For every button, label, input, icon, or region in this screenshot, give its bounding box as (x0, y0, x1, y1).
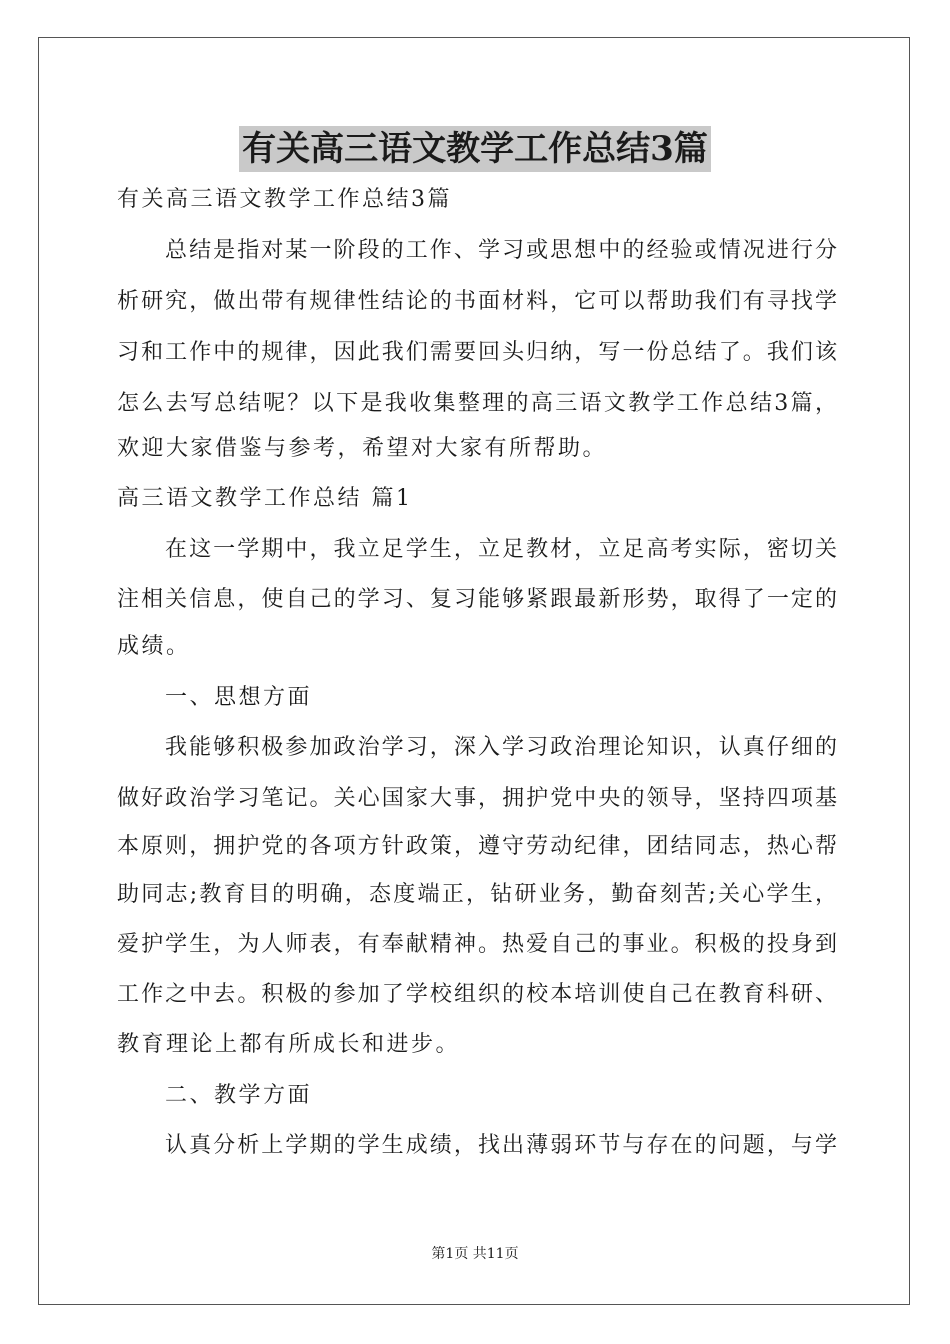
subsection-heading: 一、思想方面 (165, 685, 313, 710)
paragraph-line: 爱护学生，为人师表，有奉献精神。热爱自己的事业。积极的投身到 (117, 932, 837, 957)
section-heading: 高三语文教学工作总结 篇1 (117, 486, 413, 511)
subtitle-line: 有关高三语文教学工作总结3篇 (117, 187, 452, 212)
paragraph-line: 析研究，做出带有规律性结论的书面材料，它可以帮助我们有寻找学 (117, 289, 837, 314)
paragraph-line: 助同志;教育目的明确，态度端正，钻研业务，勤奋刻苦;关心学生， (117, 882, 837, 907)
document-title-text: 有关高三语文教学工作总结3篇 (239, 126, 711, 172)
paragraph-line: 注相关信息，使自己的学习、复习能够紧跟最新形势，取得了一定的 (117, 587, 837, 612)
paragraph-line: 做好政治学习笔记。关心国家大事，拥护党中央的领导，坚持四项基 (117, 786, 837, 811)
paragraph-line: 本原则，拥护党的各项方针政策，遵守劳动纪律，团结同志，热心帮 (117, 834, 837, 859)
paragraph-line: 在这一学期中，我立足学生，立足教材，立足高考实际，密切关 (165, 537, 837, 562)
paragraph-line: 我能够积极参加政治学习，深入学习政治理论知识，认真仔细的 (165, 735, 837, 760)
subsection-heading: 二、教学方面 (165, 1083, 313, 1108)
page-footer: 第1页 共11页 (431, 1246, 519, 1262)
paragraph-line: 成绩。 (117, 634, 191, 659)
paragraph-line: 欢迎大家借鉴与参考，希望对大家有所帮助。 (117, 436, 608, 461)
paragraph-line: 怎么去写总结呢？以下是我收集整理的高三语文教学工作总结3篇， (117, 391, 837, 416)
paragraph-line: 工作之中去。积极的参加了学校组织的校本培训使自己在教育科研、 (117, 982, 837, 1007)
paragraph-line: 认真分析上学期的学生成绩，找出薄弱环节与存在的问题，与学 (165, 1133, 837, 1158)
document-title (0, 126, 950, 172)
paragraph-line: 习和工作中的规律，因此我们需要回头归纳，写一份总结了。我们该 (117, 340, 837, 365)
page-border (38, 37, 910, 1305)
paragraph-line: 教育理论上都有所成长和进步。 (117, 1032, 461, 1057)
paragraph-line: 总结是指对某一阶段的工作、学习或思想中的经验或情况进行分 (165, 238, 837, 263)
